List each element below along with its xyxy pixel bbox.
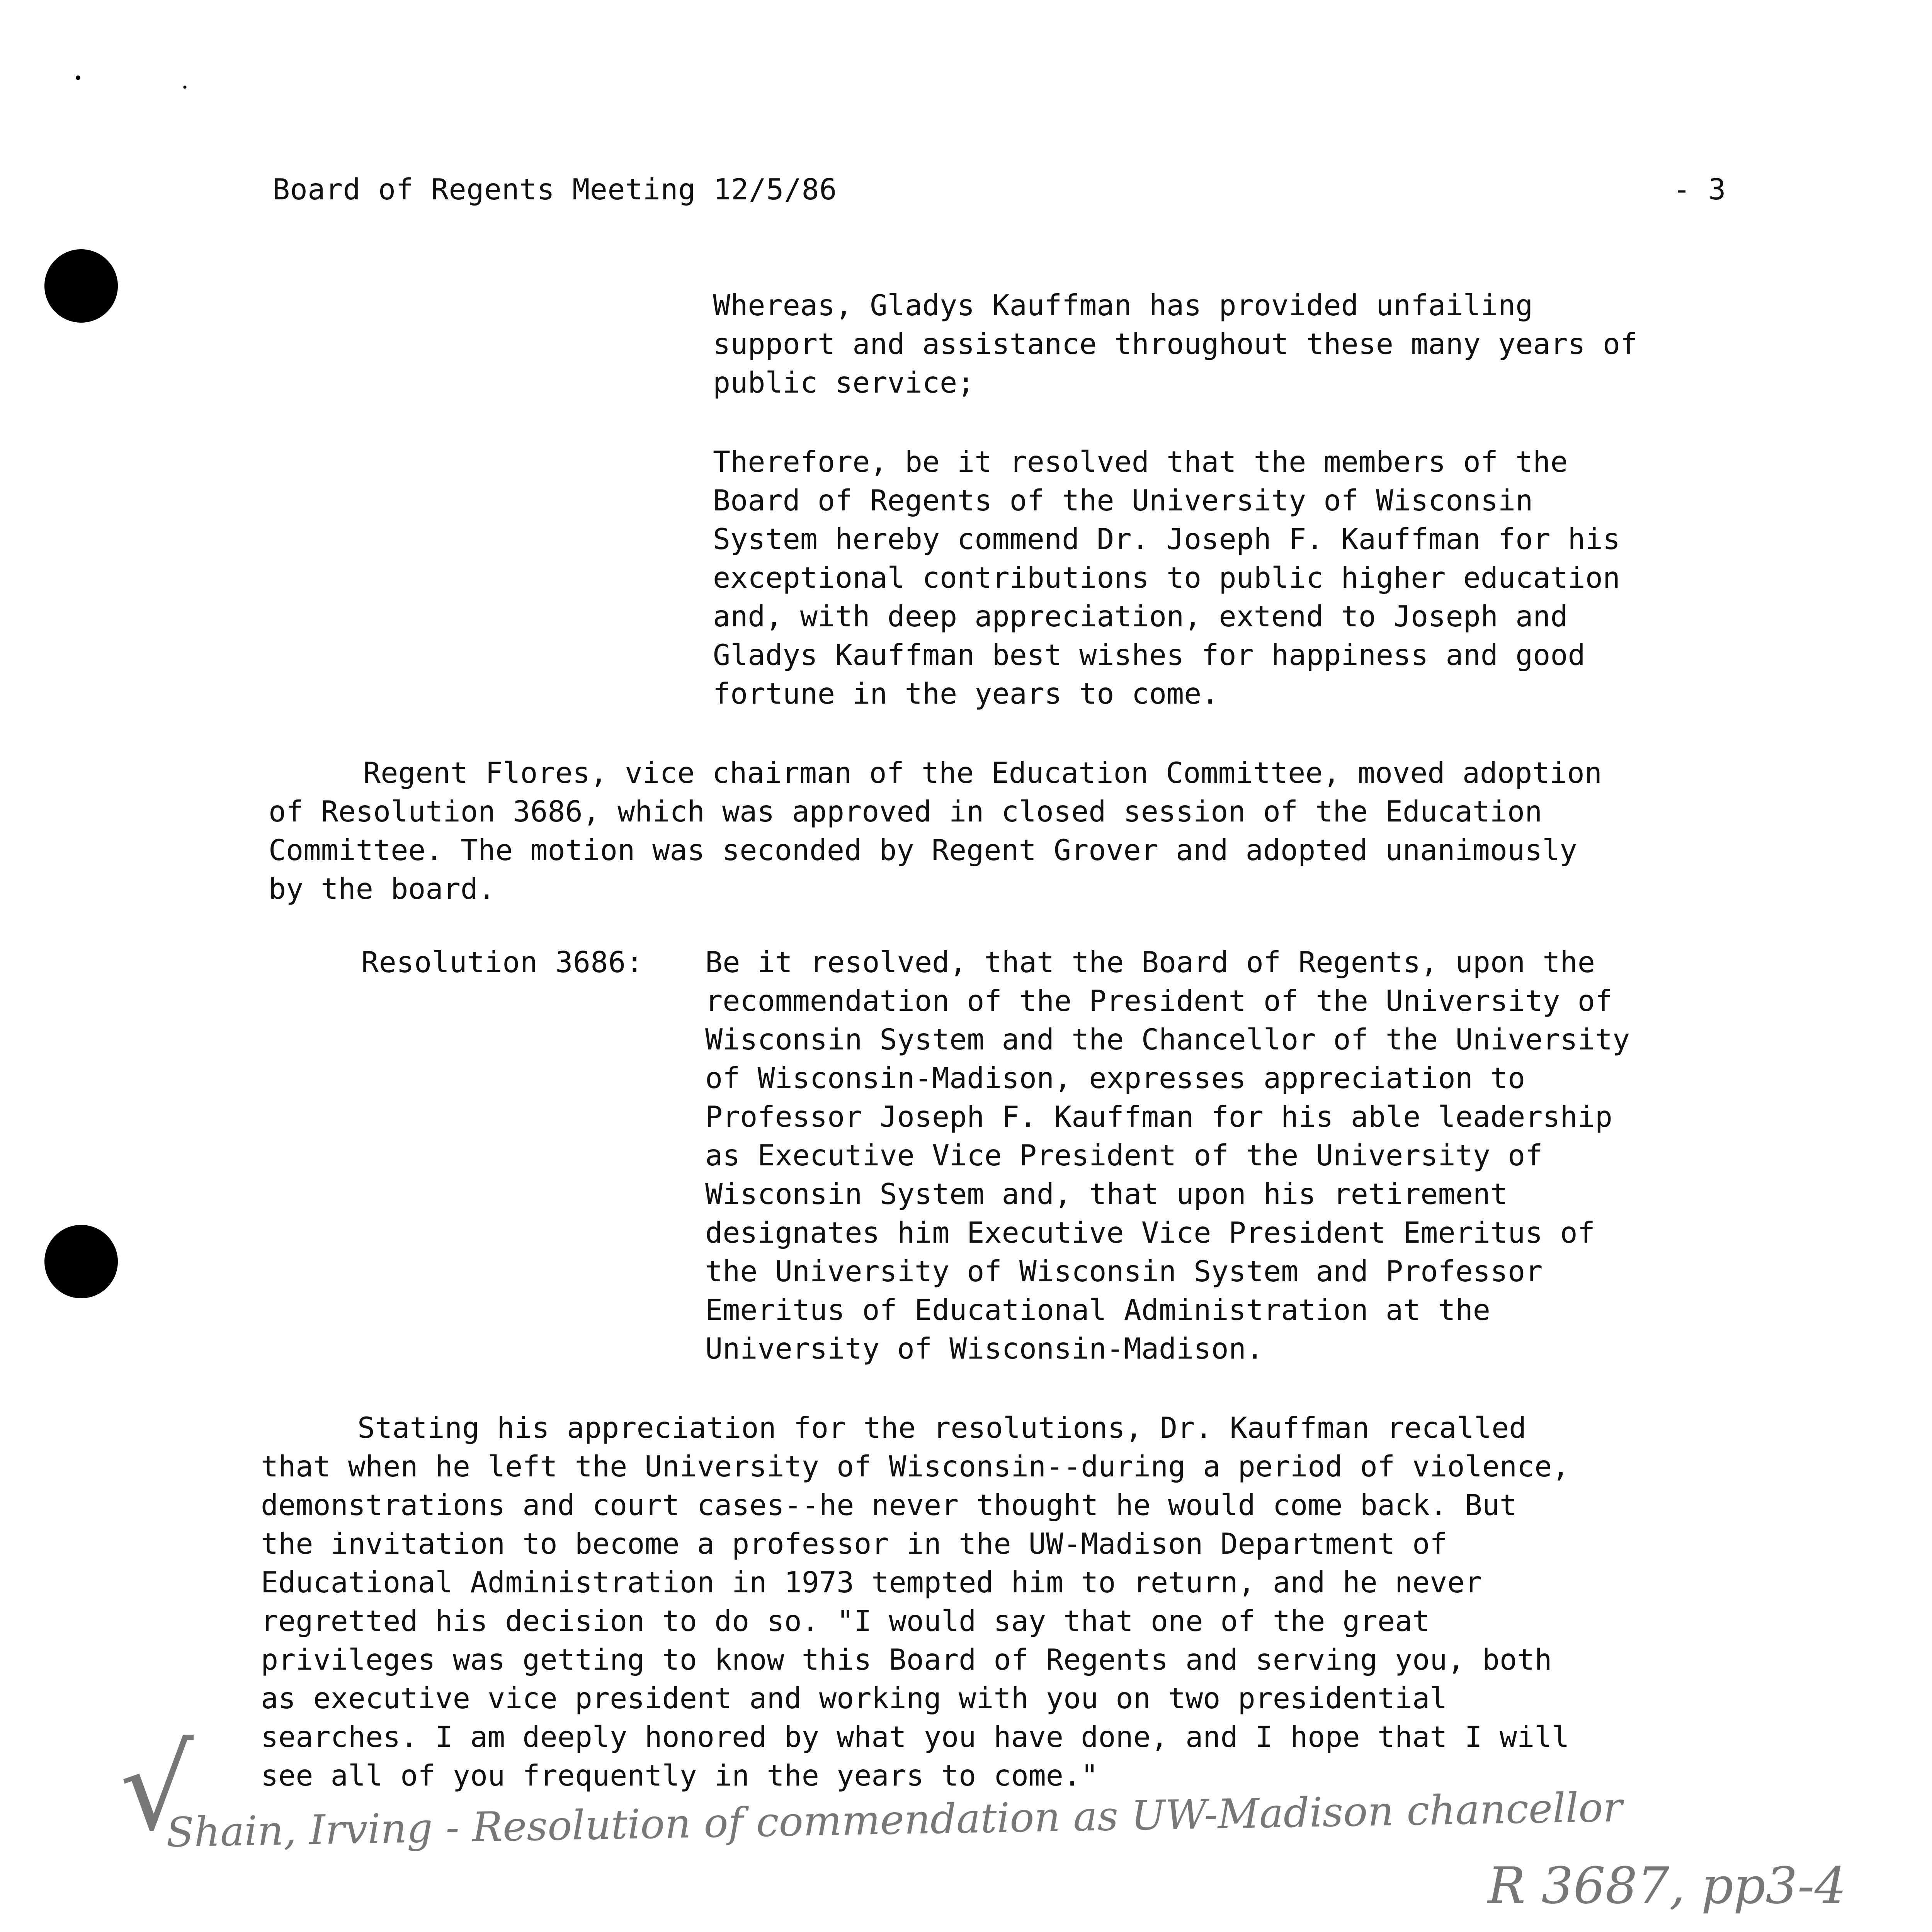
punch-hole [44,1225,118,1298]
punch-hole [44,249,118,323]
text-line: Be it resolved, that the Board of Regents, upon the [705,945,1595,979]
text-line: support and assistance throughout these many years of [713,327,1638,361]
text-line: of Wisconsin-Madison, expresses appreciation to [705,1061,1526,1095]
handwritten-annotation: Shain, Irving - Resolution of commendation as UW-Madison chancellor [166,1784,1623,1856]
text-line: Regent Flores, vice chairman of the Education Committee, moved adoption [363,756,1602,790]
text-line: Board of Regents of the University of Wisconsin [713,483,1533,517]
speck-mark: • [182,81,188,94]
text-line: regretted his decision to do so. "I would say that one of the great [261,1604,1430,1638]
text-line: Gladys Kauffman best wishes for happiness and good [713,638,1585,672]
whereas-clause [713,286,1638,402]
text-line: of Resolution 3686, which was approved in closed session of the Education [269,794,1543,828]
text-line: Wisconsin System and, that upon his retirement [705,1177,1508,1211]
flores-paragraph [269,753,1602,908]
handwritten-annotation-ref: R 3687, pp3-4 [1488,1856,1847,1915]
resolution-text [705,943,1630,1368]
text-line: the invitation to become a professor in the UW-Madison Department of [261,1527,1447,1561]
text-line: the University of Wisconsin System and Professor [705,1254,1543,1288]
text-line: searches. I am deeply honored by what you have done, and I hope that I will [261,1720,1570,1754]
text-line: exceptional contributions to public higher education [713,561,1620,595]
text-line: University of Wisconsin-Madison. [705,1332,1264,1366]
text-line: Educational Administration in 1973 tempted him to return, and he never [261,1565,1482,1599]
text-line: Stating his appreciation for the resolutions, Dr. Kauffman recalled [357,1411,1527,1445]
text-line: Therefore, be it resolved that the members of the [713,445,1568,479]
text-line: as Executive Vice President of the University of [705,1138,1543,1172]
text-line: Emeritus of Educational Administration at the [705,1293,1490,1327]
text-line: public service; [713,366,975,400]
text-line: see all of you frequently in the years to come." [261,1759,1099,1793]
text-line: fortune in the years to come. [713,677,1219,711]
text-line: System hereby commend Dr. Joseph F. Kauffman for his [713,522,1620,556]
text-line: demonstrations and court cases--he never thought he would come back. But [261,1488,1517,1522]
therefore-clause [713,442,1620,713]
speck-mark: • [73,70,83,87]
page-number: - 3 [1673,172,1726,206]
text-line: designates him Executive Vice President Emeritus of [705,1216,1595,1250]
text-line: by the board. [269,872,495,906]
text-line: recommendation of the President of the University of [705,984,1612,1018]
text-line: Committee. The motion was seconded by Regent Grover and adopted unanimously [269,833,1577,867]
text-line: Professor Joseph F. Kauffman for his able leadership [705,1100,1612,1134]
resolution-label: Resolution 3686: [361,945,644,979]
text-line: Whereas, Gladys Kauffman has provided unfailing [713,288,1533,322]
appreciation-paragraph [261,1408,1570,1795]
text-line: privileges was getting to know this Board of Regents and serving you, both [261,1643,1552,1677]
text-line: and, with deep appreciation, extend to Joseph and [713,599,1568,633]
page-header-title: Board of Regents Meeting 12/5/86 [272,172,837,206]
text-line: that when he left the University of Wisconsin--during a period of violence, [261,1449,1570,1483]
handwritten-checkmark: √ [120,1721,194,1856]
text-line: Wisconsin System and the Chancellor of the University [705,1022,1630,1056]
text-line: as executive vice president and working with you on two presidential [261,1681,1447,1715]
